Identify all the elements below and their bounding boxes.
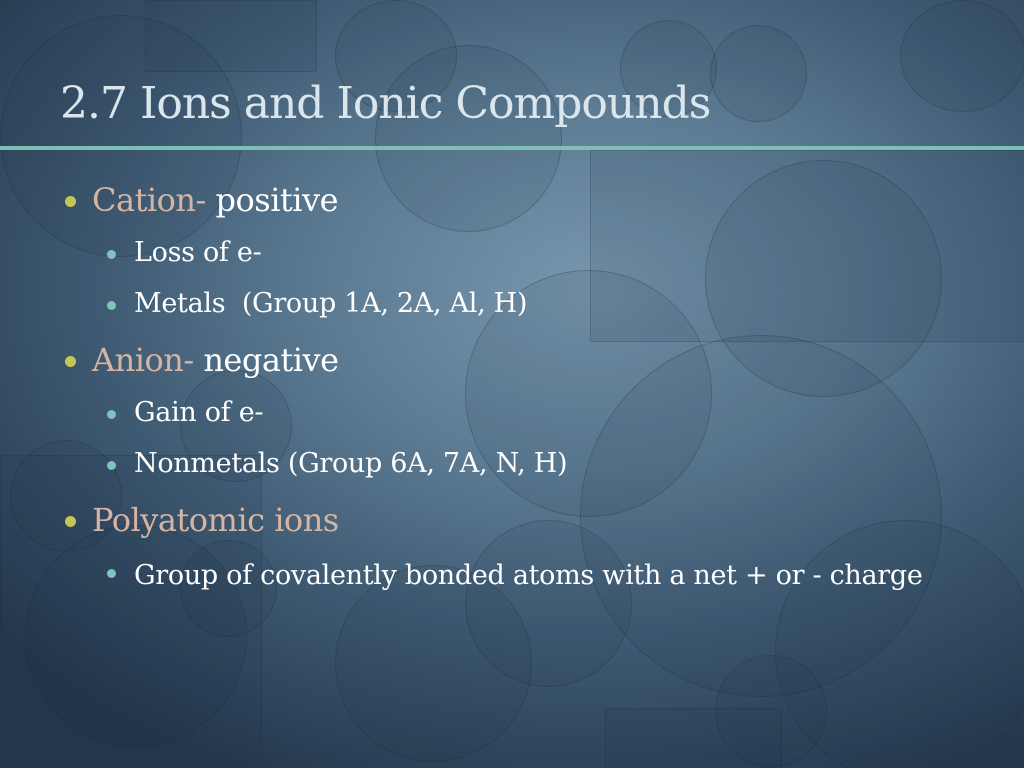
sub-bullet-text: Loss of e- bbox=[134, 237, 262, 268]
sub-bullet-text: Metals (Group 1A, 2A, Al, H) bbox=[134, 288, 528, 319]
slide-title: 2.7 Ions and Ionic Compounds bbox=[60, 78, 711, 129]
bullet-cation bbox=[92, 181, 338, 219]
sub-bullet bbox=[134, 288, 527, 319]
sub-bullet bbox=[134, 237, 261, 268]
bullet-dot-icon bbox=[107, 410, 116, 419]
bullet-dot-icon bbox=[107, 569, 116, 578]
background-circle bbox=[900, 0, 1024, 112]
bullet-polyatomic-ions bbox=[92, 501, 339, 539]
background-circle bbox=[465, 520, 632, 687]
bullet-dot-icon bbox=[107, 301, 116, 310]
bullet-description: negative bbox=[193, 341, 339, 379]
bullet-term: Polyatomic ions bbox=[92, 501, 339, 539]
sub-bullet-text: Group of covalently bonded atoms with a net + or - charge bbox=[134, 560, 923, 591]
background-circle bbox=[710, 25, 807, 122]
bullet-description: positive bbox=[205, 181, 339, 219]
bullet-dot-icon bbox=[107, 250, 116, 259]
bullet-anion bbox=[92, 341, 339, 379]
title-divider bbox=[0, 146, 1024, 150]
sub-bullet bbox=[134, 556, 954, 596]
sub-bullet bbox=[134, 448, 567, 479]
bullet-term: Cation- bbox=[92, 181, 206, 219]
bullet-dot-icon bbox=[107, 461, 116, 470]
bullet-dot-icon bbox=[65, 196, 76, 207]
background-circle bbox=[0, 15, 242, 257]
bullet-dot-icon bbox=[65, 516, 76, 527]
background-circle bbox=[715, 655, 827, 767]
sub-bullet-text: Nonmetals (Group 6A, 7A, N, H) bbox=[134, 448, 568, 479]
sub-bullet-text: Gain of e- bbox=[134, 397, 264, 428]
bullet-term: Anion- bbox=[92, 341, 194, 379]
sub-bullet bbox=[134, 397, 263, 428]
bullet-dot-icon bbox=[65, 356, 76, 367]
